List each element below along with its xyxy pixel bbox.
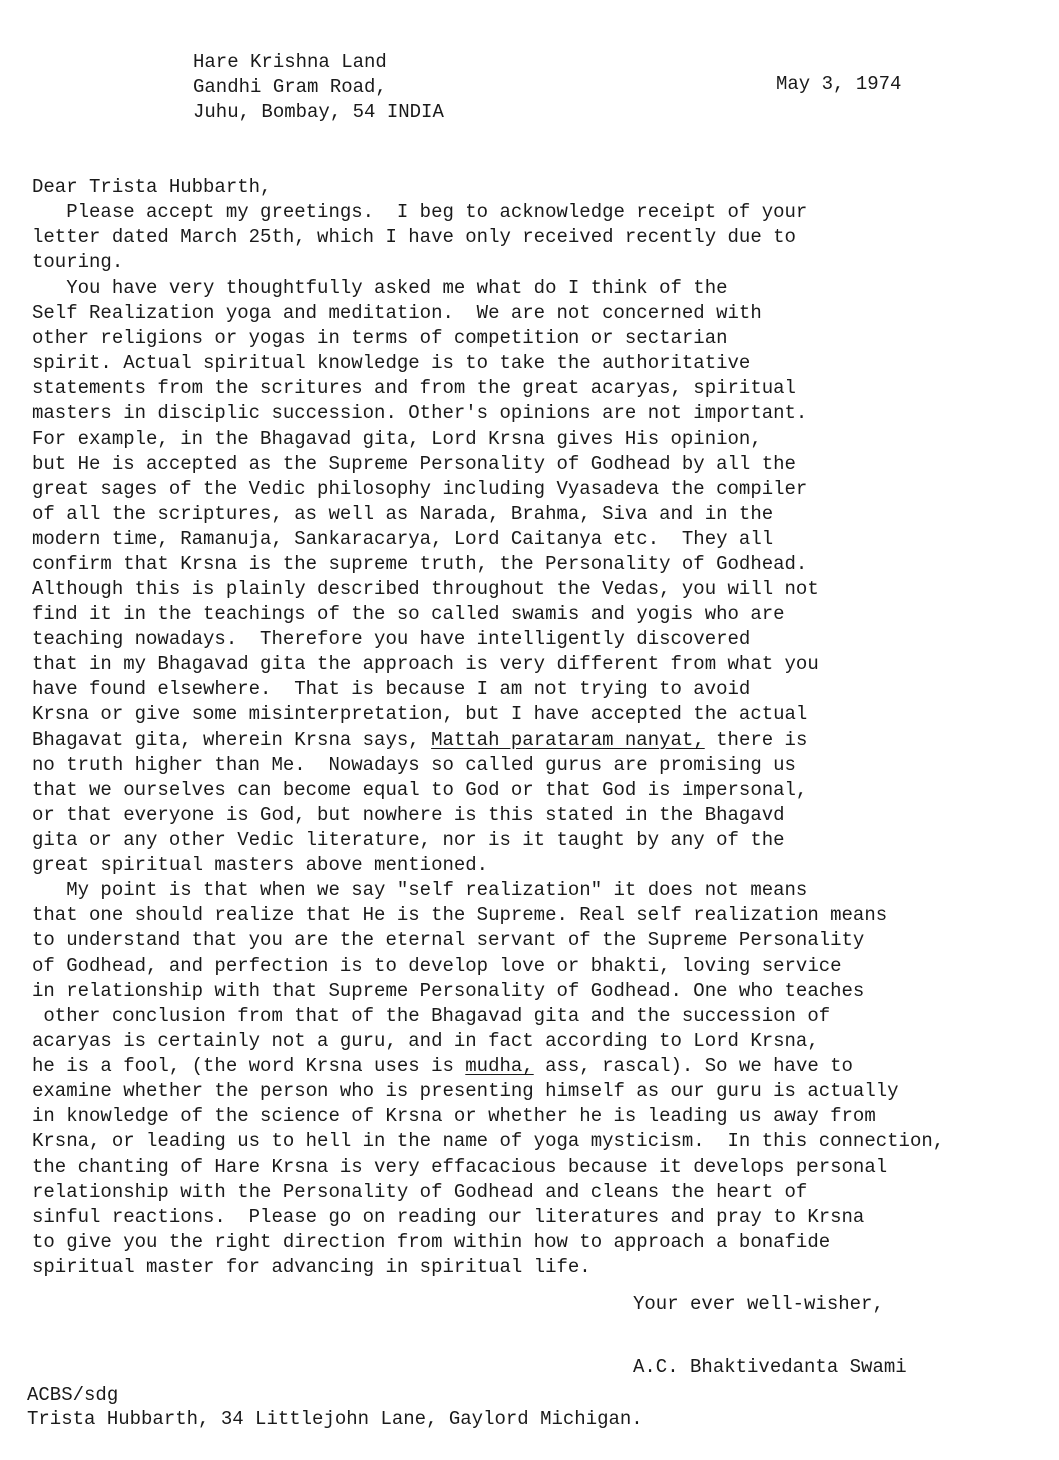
body-line: masters in disciplic succession. Other's opinions are not important.: [32, 402, 808, 424]
body-line: but He is accepted as the Supreme Personality of Godhead by all the: [32, 453, 796, 475]
letterhead-line-3: Juhu, Bombay, 54 INDIA: [193, 101, 444, 123]
body-line: the chanting of Hare Krsna is very effacacious because it develops personal: [32, 1156, 888, 1178]
body-line: that one should realize that He is the Supreme. Real self realization means: [32, 904, 888, 926]
quote-after-text: there is: [704, 729, 808, 751]
body-line: no truth higher than Me. Nowadays so called gurus are promising us: [32, 754, 796, 776]
body-line: modern time, Ramanuja, Sankaracarya, Lord Caitanya etc. They all: [32, 528, 774, 550]
body-line: acaryas is certainly not a guru, and in fact according to Lord Krsna,: [32, 1030, 819, 1052]
body-line: to understand that you are the eternal servant of the Supreme Personality: [32, 929, 865, 951]
body-line: or that everyone is God, but nowhere is this stated in the Bhagavd: [32, 804, 785, 826]
body-line: have found elsewhere. That is because I am not trying to avoid: [32, 678, 751, 700]
recipient-address: Trista Hubbarth, 34 Littlejohn Lane, Gaylord Michigan.: [27, 1408, 643, 1430]
body-line: in knowledge of the science of Krsna or whether he is leading us away from: [32, 1105, 876, 1127]
body-line: other conclusion from that of the Bhagavad gita and the succession of: [32, 1005, 831, 1027]
salutation: Dear Trista Hubbarth,: [32, 176, 272, 198]
body-line: spiritual master for advancing in spiritual life.: [32, 1256, 591, 1278]
reference-initials: ACBS/sdg: [27, 1384, 119, 1406]
body-line: touring.: [32, 251, 124, 273]
body-line: examine whether the person who is presenting himself as our guru is actually: [32, 1080, 899, 1102]
body-line: to give you the right direction from within how to approach a bonafide: [32, 1231, 831, 1253]
mudha-underlined: mudha,: [465, 1055, 534, 1077]
signature: A.C. Bhaktivedanta Swami: [633, 1356, 907, 1378]
body-line: Krsna, or leading us to hell in the name of yoga mysticism. In this connection,: [32, 1130, 945, 1152]
body-line: great spiritual masters above mentioned.: [32, 854, 489, 876]
body-line: great sages of the Vedic philosophy including Vyasadeva the compiler: [32, 478, 808, 500]
body-line-text: he is a fool, (the word Krsna uses is: [32, 1055, 466, 1077]
closing: Your ever well-wisher,: [633, 1293, 884, 1315]
body-line: sinful reactions. Please go on reading our literatures and pray to Krsna: [32, 1206, 865, 1228]
body-line: confirm that Krsna is the supreme truth, the Personality of Godhead.: [32, 553, 808, 575]
body-line: statements from the scritures and from the great acaryas, spiritual: [32, 377, 796, 399]
quote-underlined: Mattah parataram nanyat,: [431, 729, 705, 751]
letter-date: May 3, 1974: [776, 73, 902, 95]
body-line-with-mudha: [32, 1054, 853, 1079]
body-line: teaching nowadays. Therefore you have intelligently discovered: [32, 628, 751, 650]
body-line: For example, in the Bhagavad gita, Lord Krsna gives His opinion,: [32, 428, 762, 450]
body-line-with-quote: [32, 728, 807, 753]
body-line: Self Realization yoga and meditation. We are not concerned with: [32, 302, 762, 324]
body-line: that in my Bhagavad gita the approach is very different from what you: [32, 653, 819, 675]
body-line-text: Bhagavat gita, wherein Krsna says,: [32, 729, 432, 751]
body-line: letter dated March 25th, which I have only received recently due to: [32, 226, 796, 248]
body-line: find it in the teachings of the so called swamis and yogis who are: [32, 603, 785, 625]
letterhead-line-2: Gandhi Gram Road,: [193, 76, 387, 98]
body-line: Please accept my greetings. I beg to acknowledge receipt of your: [32, 201, 808, 223]
body-line: relationship with the Personality of Godhead and cleans the heart of: [32, 1181, 808, 1203]
body-line: of Godhead, and perfection is to develop love or bhakti, loving service: [32, 955, 842, 977]
body-line: spirit. Actual spiritual knowledge is to take the authoritative: [32, 352, 751, 374]
body-line: You have very thoughtfully asked me what do I think of the: [32, 277, 728, 299]
body-line: Krsna or give some misinterpretation, but I have accepted the actual: [32, 703, 808, 725]
body-line: that we ourselves can become equal to God or that God is impersonal,: [32, 779, 808, 801]
letterhead-line-1: Hare Krishna Land: [193, 51, 387, 73]
body-line: Although this is plainly described throughout the Vedas, you will not: [32, 578, 819, 600]
body-line: gita or any other Vedic literature, nor is it taught by any of the: [32, 829, 785, 851]
body-line: other religions or yogas in terms of competition or sectarian: [32, 327, 728, 349]
mudha-after-text: ass, rascal). So we have to: [533, 1055, 853, 1077]
body-line: My point is that when we say "self realization" it does not means: [32, 879, 808, 901]
body-line: of all the scriptures, as well as Narada, Brahma, Siva and in the: [32, 503, 774, 525]
body-line: in relationship with that Supreme Personality of Godhead. One who teaches: [32, 980, 865, 1002]
